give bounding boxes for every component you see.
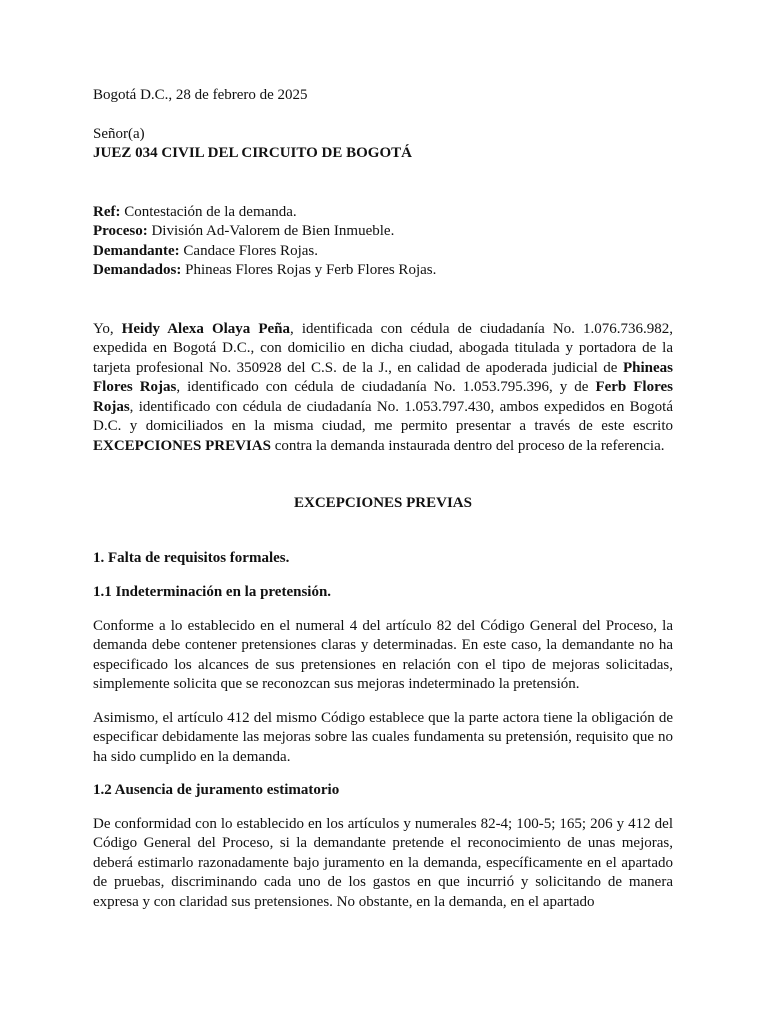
- intro-text-2: , identificada con cédula de ciudadanía No. 1.076.736.982, expedida en Bogotá D.C., con domicilio en dicha ciudad, abogada titulada y portadora de la tarjeta profesional No. 350928 del C.S. de la J., en calidad de apoderada judicial de: [93, 320, 673, 376]
- client-name-2: Ferb Flores Rojas: [93, 379, 673, 415]
- proceso-value: División Ad-Valorem de Bien Inmueble.: [147, 223, 395, 239]
- place-date: Bogotá D.C., 28 de febrero de 2025: [93, 87, 308, 103]
- demandados-value: Phineas Flores Rojas y Ferb Flores Rojas.: [181, 262, 437, 278]
- ref-value: Contestación de la demanda.: [120, 203, 297, 220]
- section-1-2-paragraph-1: De conformidad con lo establecido en los artículos y numerales 82-4; 100-5; 165; 206 y 412 del Código General del Proceso, si la demandante pretende el reconocimiento de unas mejoras, deberá estimarlo razonadamente bajo juramento en la demanda, específicamente en el apartado de pruebas, discriminando cada uno de los gastos en que incurrió y solicitando de manera expresa y con claridad sus pretensiones. No obstante, en la demanda, en el apartado: [93, 815, 673, 910]
- ref-label: Ref:: [93, 203, 121, 220]
- intro-text-3: , identificado con cédula de ciudadanía No. 1.053.795.396, y de: [176, 379, 596, 395]
- section-title: EXCEPCIONES PREVIAS: [294, 495, 472, 511]
- ref-line: [93, 203, 673, 223]
- client-name-1: Phineas Flores Rojas: [93, 359, 673, 395]
- demandante-line: [93, 242, 673, 262]
- intro-emphasis: EXCEPCIONES PREVIAS: [93, 437, 271, 454]
- intro-paragraph: [93, 320, 673, 457]
- demandados-label: Demandados:: [93, 262, 182, 278]
- document-page: [93, 86, 673, 912]
- attorney-name: Heidy Alexa Olaya Peña: [121, 320, 291, 337]
- proceso-line: [93, 222, 673, 242]
- demandante-value: Candace Flores Rojas.: [179, 242, 318, 259]
- intro-text-4: , identificado con cédula de ciudadanía No. 1.053.797.430, ambos expedidos en Bogotá D.C. y domiciliados en la misma ciudad, me permito presentar a través de este escrito: [93, 398, 673, 434]
- section-1-heading: 1. Falta de requisitos formales.: [93, 549, 290, 566]
- section-1-1-paragraph-2: Asimismo, el artículo 412 del mismo Código establece que la parte actora tiene la obligación de especificar debidamente las mejoras sobre las cuales fundamenta su pretensión, requisito que no ha sido cumplido en la demanda.: [93, 709, 673, 765]
- demandante-label: Demandante:: [93, 242, 180, 259]
- reference-block: [93, 203, 673, 281]
- proceso-label: Proceso:: [93, 223, 148, 239]
- section-1-2-heading: 1.2 Ausencia de juramento estimatorio: [93, 782, 340, 798]
- section-1-1-heading: 1.1 Indeterminación en la pretensión.: [93, 584, 332, 600]
- salutation: Señor(a): [93, 125, 145, 142]
- demandados-line: [93, 261, 673, 281]
- section-1-1-paragraph-1: Conforme a lo establecido en el numeral 4 del artículo 82 del Código General del Proceso, la demanda debe contener pretensiones claras y determinadas. En este caso, la demandante no ha especificado los alcances de sus pretensiones en relación con el tipo de mejoras solicitadas, simplemente solicita que se reconozcan sus mejoras indeterminado la pretensión.: [93, 617, 673, 692]
- intro-text-1: Yo,: [93, 320, 122, 337]
- intro-text-5: contra la demanda instaurada dentro del proceso de la referencia.: [270, 437, 665, 454]
- addressee: JUEZ 034 CIVIL DEL CIRCUITO DE BOGOTÁ: [93, 145, 412, 161]
